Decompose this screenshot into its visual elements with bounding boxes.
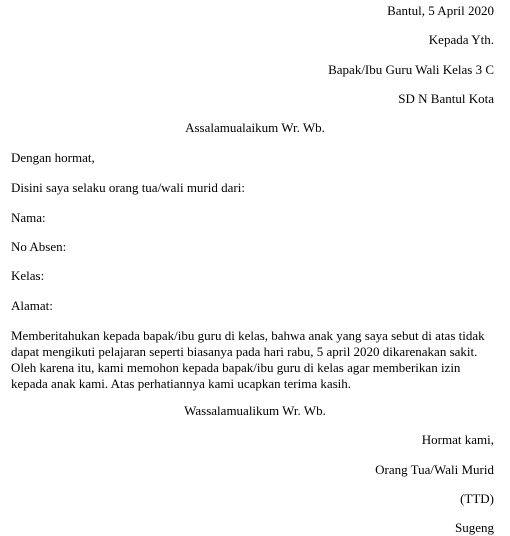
closing-greeting: Wassalamualikum Wr. Wb. [184, 403, 326, 418]
recipient-school: SD N Bantul Kota [398, 91, 494, 106]
signature-role: Orang Tua/Wali Murid [375, 462, 494, 477]
salutation: Dengan hormat, [11, 150, 95, 165]
intro-text: Disini saya selaku orang tua/wali murid dari: [11, 180, 245, 195]
recipient-to: Kepada Yth. [428, 32, 494, 47]
signature-ttd: (TTD) [460, 491, 494, 506]
field-name-label: Nama: [11, 210, 46, 225]
recipient-name: Bapak/Ibu Guru Wali Kelas 3 C [328, 62, 494, 77]
signature-regards: Hormat kami, [421, 432, 494, 447]
signature-name: Sugeng [455, 520, 494, 535]
body-paragraph: Memberitahukan kepada bapak/ibu guru di kelas, bahwa anak yang saya sebut di atas tidak dapat mengikuti pelajaran seperti biasanya pada hari rabu, 5 april 2020 dikarenakan sakit. Oleh karena itu, kami memohon kepada bapak/ibu guru di kelas agar memberikan izin kepada anak kami. Atas perhatiannya kami ucapkan terima kasih. [11, 328, 485, 391]
field-absen-label: No Absen: [11, 239, 67, 254]
letter-date-place: Bantul, 5 April 2020 [387, 3, 494, 18]
field-alamat-label: Alamat: [11, 298, 53, 313]
field-kelas-label: Kelas: [11, 268, 45, 283]
opening-greeting: Assalamualaikum Wr. Wb. [185, 120, 325, 135]
